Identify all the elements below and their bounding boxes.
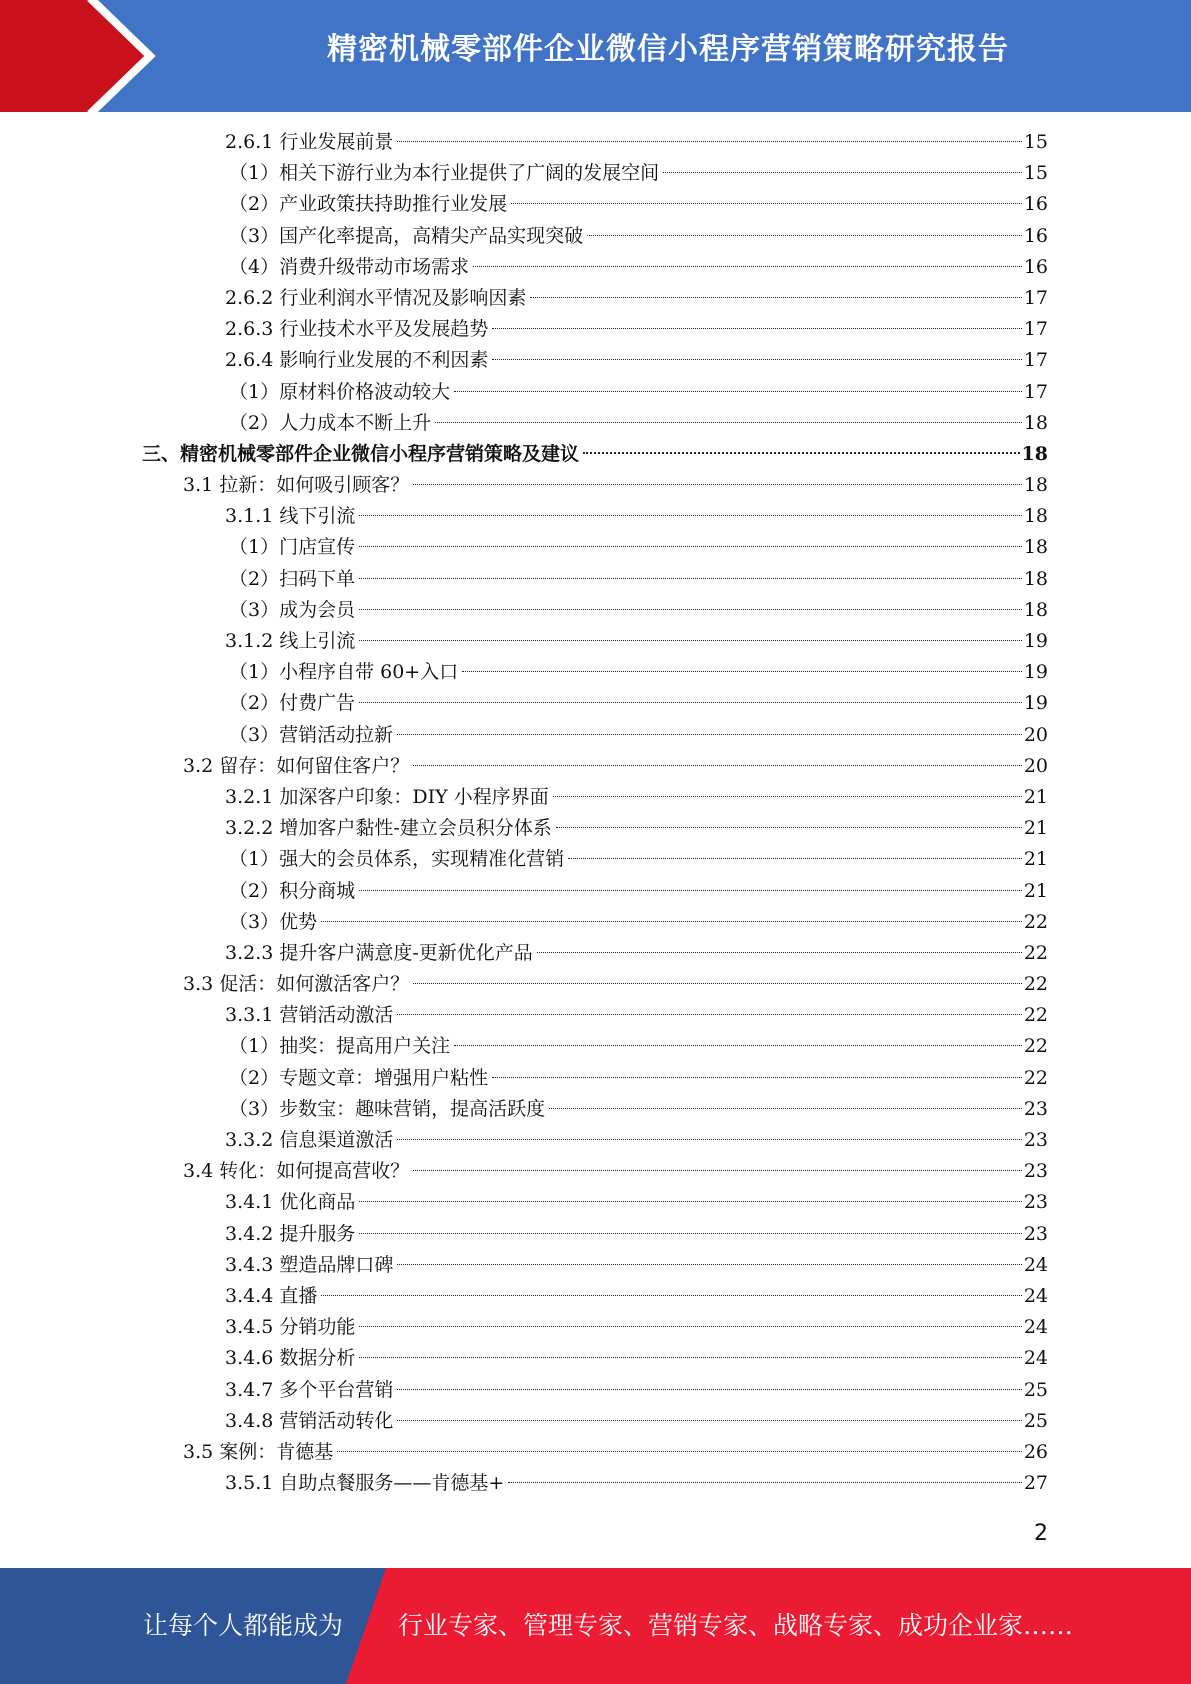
toc-entry[interactable] [0,1187,1191,1218]
page-header [0,0,1191,112]
dot-leader [587,235,1022,236]
dot-leader [549,1108,1022,1109]
toc-entry-page-number: 24 [1023,1347,1048,1370]
toc-entry-page-number: 26 [1023,1440,1048,1463]
toc-entry[interactable] [0,844,1191,875]
toc-entry-page-number: 17 [1023,349,1048,372]
dot-leader [473,266,1022,267]
dot-leader [413,1170,1022,1171]
toc-entry[interactable] [0,127,1191,158]
toc-entry-title: 3.4.6 数据分析 [225,1347,356,1370]
toc-entry[interactable] [0,470,1191,501]
dot-leader [397,141,1021,142]
toc-entry[interactable] [0,1312,1191,1343]
dot-leader [359,578,1022,579]
toc-entry-title: （2）专题文章：增强用户粘性 [229,1066,489,1089]
toc-entry[interactable] [0,1000,1191,1031]
toc-entry-page-number: 18 [1023,411,1048,434]
toc-entry-page-number: 23 [1023,1160,1048,1183]
toc-entry-page-number: 22 [1023,910,1048,933]
toc-entry-page-number: 24 [1023,1316,1048,1339]
toc-entry[interactable] [0,532,1191,563]
footer-slogan-right: 行业专家、管理专家、营销专家、战略专家、成功企业家…… [398,1611,1074,1640]
toc-entry-page-number: 23 [1023,1129,1048,1151]
toc-entry[interactable] [0,439,1191,470]
dot-leader [397,1264,1021,1265]
toc-entry-title: 2.6.3 行业技术水平及发展趋势 [225,318,489,341]
toc-entry-title: （2）产业政策扶持助推行业发展 [229,193,508,216]
dot-leader [413,484,1022,485]
toc-entry-title: （3）成为会员 [229,598,356,621]
dot-leader [492,1077,1022,1078]
toc-entry-page-number: 23 [1023,1191,1048,1214]
dot-leader [359,640,1021,641]
toc-entry-title: （1）小程序自带 60+入口 [229,661,459,684]
toc-entry-page-number: 18 [1023,505,1048,528]
toc-entry[interactable] [0,564,1191,595]
dot-leader [530,297,1021,298]
toc-entry-title: 3.4.2 提升服务 [225,1222,356,1245]
toc-entry-title: 三、精密机械零部件企业微信小程序营销策略及建议 [142,442,580,465]
dot-leader [359,609,1022,610]
toc-entry-page-number: 22 [1023,1066,1048,1089]
toc-entry-title: 3.3 促活：如何激活客户？ [183,973,410,996]
dot-leader [568,858,1022,859]
toc-entry-page-number: 23 [1023,1222,1048,1245]
toc-entry-title: （1）相关下游行业为本行业提供了广阔的发展空间 [229,162,660,185]
toc-entry-title: （1）原材料价格波动较大 [229,380,451,403]
dot-leader [359,1233,1021,1234]
footer-slogan-left: 让每个人都能成为 [143,1611,344,1640]
toc-entry-page-number: 22 [1023,1035,1048,1058]
dot-leader [397,1139,1021,1140]
toc-entry-page-number: 21 [1023,879,1048,902]
toc-entry[interactable] [0,1063,1191,1094]
dot-leader [492,328,1021,329]
toc-entry-page-number: 22 [1023,1004,1048,1027]
dot-leader [413,765,1022,766]
toc-entry[interactable] [0,1250,1191,1281]
dot-leader [397,734,1022,735]
toc-entry[interactable] [0,377,1191,408]
toc-entry[interactable] [0,626,1191,657]
dot-leader [511,203,1022,204]
toc-entry[interactable] [0,1156,1191,1187]
toc-entry-page-number: 18 [1023,598,1048,621]
toc-entry-page-number: 18 [1023,536,1048,559]
toc-entry-title: 2.6.1 行业发展前景 [225,131,394,153]
toc-entry-page-number: 17 [1023,380,1048,403]
toc-entry-title: （2）扫码下单 [229,567,356,590]
toc-entry-page-number: 22 [1023,973,1048,996]
page-number: 2 [1034,1521,1048,1546]
toc-entry[interactable] [0,283,1191,314]
toc-entry-title: 3.2 留存：如何留住客户？ [183,754,410,777]
toc-entry-page-number: 21 [1023,785,1048,808]
toc-entry-page-number: 16 [1023,193,1048,216]
toc-entry[interactable] [0,221,1191,252]
toc-entry-title: 3.4.3 塑造品牌口碑 [225,1253,394,1276]
toc-entry-title: （2）付费广告 [229,692,356,715]
toc-entry-title: 3.4 转化：如何提高营收？ [183,1160,410,1183]
dot-leader [359,702,1022,703]
toc-entry-page-number: 15 [1023,162,1048,185]
dot-leader [556,827,1022,828]
toc-entry-title: 3.3.1 营销活动激活 [225,1004,394,1027]
page-footer [0,1568,1191,1684]
toc-entry[interactable] [0,501,1191,532]
toc-entry-title: （3）步数宝：趣味营销，提高活跃度 [229,1097,546,1120]
dot-leader [359,1201,1021,1202]
toc-entry-page-number: 24 [1023,1253,1048,1276]
toc-entry-title: 3.5.1 自助点餐服务——肯德基+ [225,1472,505,1495]
dot-leader [321,921,1022,922]
dot-leader [583,452,1020,454]
toc-entry[interactable] [0,595,1191,626]
dot-leader [454,1045,1022,1046]
toc-entry-title: 3.1.2 线上引流 [225,630,356,652]
toc-entry[interactable] [0,969,1191,1000]
dot-leader [537,952,1022,953]
toc-entry-title: 3.4.1 优化商品 [225,1191,356,1214]
dot-leader [435,422,1022,423]
dot-leader [359,515,1021,516]
toc-entry-title: 3.2.1 加深客户印象：DIY 小程序界面 [225,785,549,808]
toc-entry-title: 3.2.3 提升客户满意度-更新优化产品 [225,941,533,964]
toc-entry-page-number: 27 [1023,1472,1048,1495]
toc-entry[interactable] [0,1343,1191,1374]
toc-entry-title: （2）积分商城 [229,879,356,902]
dot-leader [663,172,1022,173]
toc-entry[interactable] [0,1094,1191,1125]
toc-entry[interactable] [0,1219,1191,1250]
toc-entry-page-number: 17 [1023,286,1048,309]
dot-leader [413,983,1022,984]
toc-entry-title: 3.4.7 多个平台营销 [225,1378,394,1401]
toc-entry-page-number: 20 [1023,723,1048,746]
toc-entry-page-number: 22 [1023,941,1048,964]
toc-entry[interactable] [0,1281,1191,1312]
toc-entry[interactable] [0,813,1191,844]
toc-entry[interactable] [0,1468,1191,1499]
toc-entry-title: （3）国产化率提高，高精尖产品实现突破 [229,224,584,247]
dot-leader [462,671,1022,672]
toc-entry-title: 3.4.4 直播 [225,1284,318,1307]
dot-leader [397,1014,1021,1015]
toc-entry-title: （3）优势 [229,910,318,933]
toc-entry-page-number: 18 [1023,474,1048,497]
dot-leader [337,1451,1022,1452]
toc-entry-title: 3.1.1 线下引流 [225,505,356,528]
toc-entry-page-number: 16 [1023,255,1048,278]
report-title: 精密机械零部件企业微信小程序营销策略研究报告 [327,32,1009,67]
toc-entry-page-number: 24 [1023,1284,1048,1307]
toc-entry[interactable] [0,1437,1191,1468]
toc-entry-title: 2.6.2 行业利润水平情况及影响因素 [225,286,527,309]
dot-leader [454,391,1022,392]
toc-entry-page-number: 23 [1023,1097,1048,1120]
toc-entry[interactable] [0,1375,1191,1406]
toc-entry-title: 3.3.2 信息渠道激活 [225,1129,394,1151]
toc-entry[interactable] [0,751,1191,782]
toc-entry[interactable] [0,907,1191,938]
toc-entry-title: 2.6.4 影响行业发展的不利因素 [225,349,489,372]
dot-leader [359,1326,1021,1327]
toc-entry[interactable] [0,252,1191,283]
toc-entry[interactable] [0,720,1191,751]
dot-leader [508,1482,1022,1483]
toc-entry-title: （3）营销活动拉新 [229,723,394,746]
toc-entry[interactable] [0,657,1191,688]
toc-entry-title: （1）强大的会员体系，实现精准化营销 [229,848,565,871]
toc-entry[interactable] [0,1406,1191,1437]
toc-entry-page-number: 21 [1023,817,1048,840]
toc-entry[interactable] [0,938,1191,969]
dot-leader [397,1389,1021,1390]
toc-entry[interactable] [0,782,1191,813]
dot-leader [553,796,1022,797]
toc-entry-title: （1）门店宣传 [229,536,356,559]
toc-entry-title: 3.1 拉新：如何吸引顾客？ [183,474,410,497]
toc-entry-title: （2）人力成本不断上升 [229,411,432,434]
toc-entry-title: 3.4.8 营销活动转化 [225,1409,394,1432]
toc-entry[interactable] [0,408,1191,439]
toc-entry[interactable] [0,189,1191,220]
toc-entry-page-number: 18 [1021,442,1048,465]
toc-entry-page-number: 17 [1023,318,1048,341]
toc-entry-page-number: 21 [1023,848,1048,871]
toc-entry-page-number: 16 [1023,224,1048,247]
toc-entry-page-number: 15 [1023,131,1048,153]
dot-leader [359,890,1022,891]
dot-leader [359,546,1022,547]
toc-entry[interactable] [0,688,1191,719]
toc-entry-page-number: 25 [1023,1409,1048,1432]
dot-leader [397,1420,1021,1421]
toc-entry[interactable] [0,1031,1191,1062]
toc-entry[interactable] [0,158,1191,189]
dot-leader [359,1357,1021,1358]
toc-entry-page-number: 19 [1023,661,1048,684]
toc-entry-page-number: 18 [1023,567,1048,590]
toc-entry-title: （1）抽奖：提高用户关注 [229,1035,451,1058]
toc-entry-title: 3.2.2 增加客户黏性-建立会员积分体系 [225,817,552,840]
toc-entry-page-number: 19 [1023,630,1048,652]
toc-entry[interactable] [0,314,1191,345]
toc-entry-title: 3.5 案例：肯德基 [183,1440,334,1463]
toc-entry-page-number: 19 [1023,692,1048,715]
toc-entry[interactable] [0,1125,1191,1156]
table-of-contents [0,127,1191,1499]
toc-entry-title: 3.4.5 分销功能 [225,1316,356,1339]
toc-entry-page-number: 25 [1023,1378,1048,1401]
toc-entry-page-number: 20 [1023,754,1048,777]
dot-leader [492,359,1021,360]
toc-entry-title: （4）消费升级带动市场需求 [229,255,470,278]
toc-entry[interactable] [0,876,1191,907]
dot-leader [321,1295,1021,1296]
toc-entry[interactable] [0,345,1191,376]
